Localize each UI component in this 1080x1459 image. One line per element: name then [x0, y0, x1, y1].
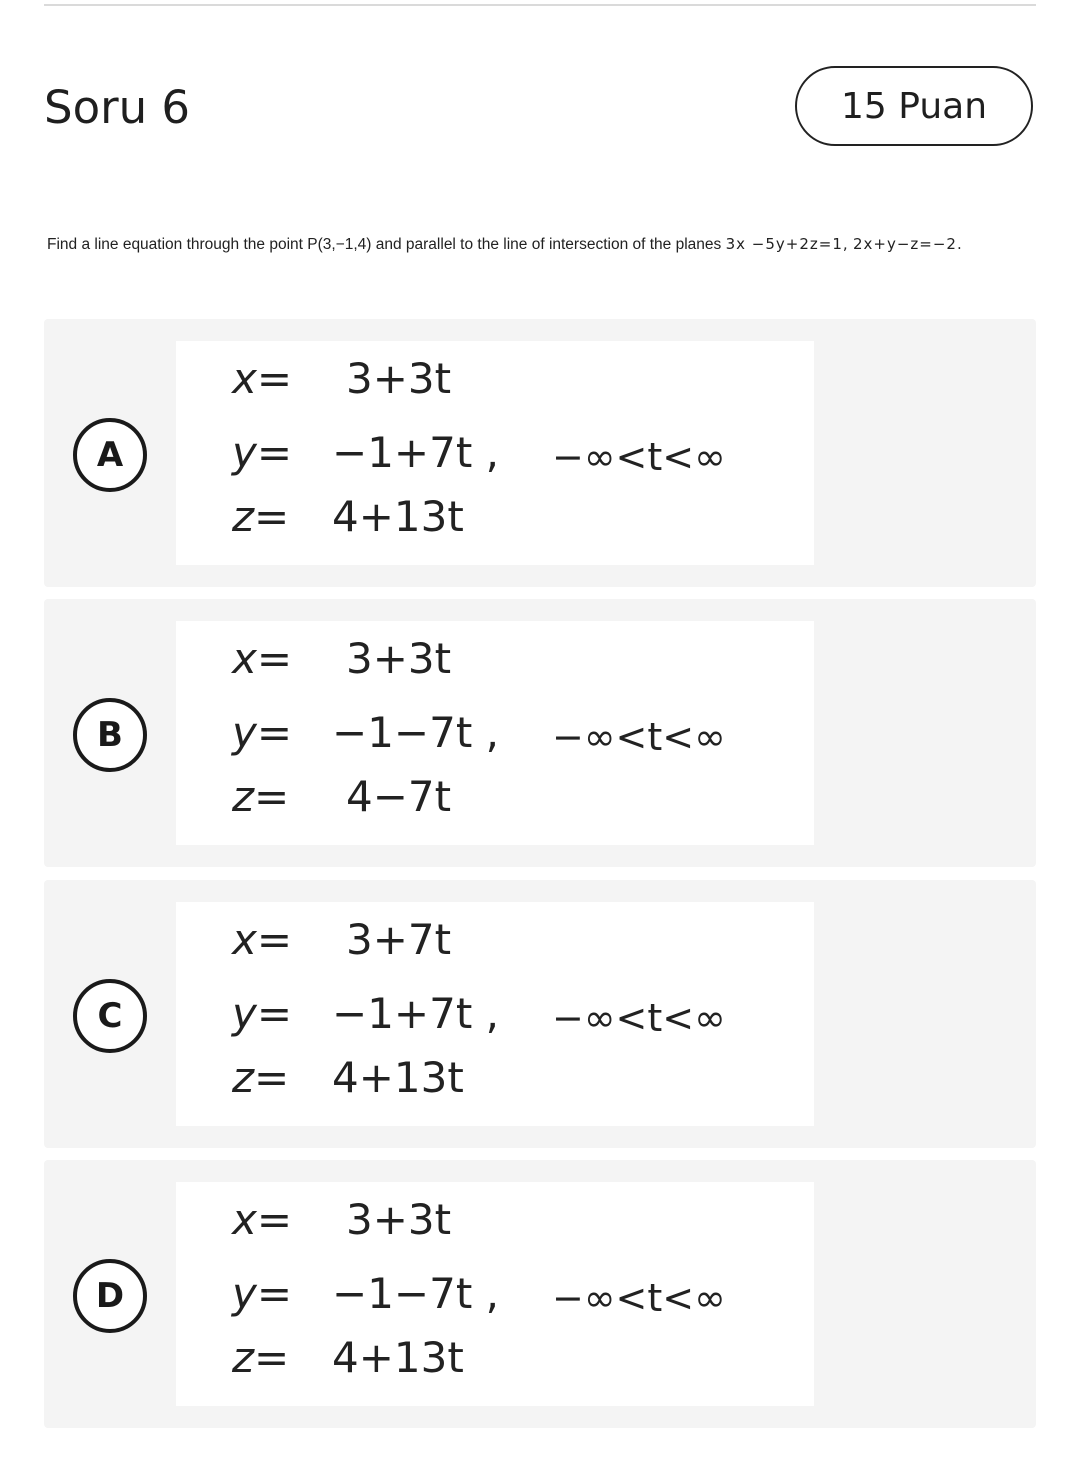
y-equation: [232, 703, 812, 763]
x-label: x=: [232, 634, 293, 683]
y-expression: −1+7t ,: [332, 428, 499, 477]
y-label: y=: [232, 708, 293, 757]
x-equation: [232, 349, 812, 409]
z-expression: 4+13t: [332, 1333, 464, 1382]
z-label: z=: [232, 1053, 290, 1102]
y-expression: −1−7t ,: [332, 708, 499, 757]
option-b[interactable]: [44, 599, 1036, 867]
z-expression: 4+13t: [332, 1053, 464, 1102]
option-a-equations: [176, 341, 814, 565]
y-equation: [232, 1264, 812, 1324]
z-label: z=: [232, 1333, 290, 1382]
y-label: y=: [232, 989, 293, 1038]
option-letter-d[interactable]: D: [73, 1259, 147, 1333]
option-c-equations: [176, 902, 814, 1126]
z-equation: [232, 487, 812, 547]
question-title: Soru 6: [44, 81, 191, 134]
option-d-equations: [176, 1182, 814, 1406]
x-expression: 3+3t: [346, 1195, 452, 1244]
top-divider: [44, 4, 1036, 6]
question-prompt: Find a line equation through the point P(3,−1,4) and parallel to the line of intersection of the planes: [47, 236, 722, 253]
x-expression: 3+3t: [346, 634, 452, 683]
y-expression: −1−7t ,: [332, 1269, 499, 1318]
option-letter-b[interactable]: B: [73, 698, 147, 772]
parameter-range: −∞<t<∞: [552, 996, 726, 1040]
option-c[interactable]: [44, 880, 1036, 1148]
option-d[interactable]: [44, 1160, 1036, 1428]
option-b-equations: [176, 621, 814, 845]
x-label: x=: [232, 354, 293, 403]
x-equation: [232, 629, 812, 689]
z-equation: [232, 1048, 812, 1108]
option-a[interactable]: [44, 319, 1036, 587]
y-label: y=: [232, 1269, 293, 1318]
parameter-range: −∞<t<∞: [552, 1276, 726, 1320]
x-equation: [232, 1190, 812, 1250]
question-text: [47, 231, 1057, 258]
x-expression: 3+3t: [346, 354, 452, 403]
y-equation: [232, 423, 812, 483]
y-equation: [232, 984, 812, 1044]
y-expression: −1+7t ,: [332, 989, 499, 1038]
plane-equation-1: 3x −5y+2z=1,: [725, 235, 849, 253]
z-equation: [232, 767, 812, 827]
y-label: y=: [232, 428, 293, 477]
z-label: z=: [232, 772, 290, 821]
x-equation: [232, 910, 812, 970]
parameter-range: −∞<t<∞: [552, 435, 726, 479]
parameter-range: −∞<t<∞: [552, 715, 726, 759]
plane-equation-2: 2x+y−z=−2.: [852, 235, 963, 253]
z-equation: [232, 1328, 812, 1388]
option-letter-c[interactable]: C: [73, 979, 147, 1053]
z-expression: 4+13t: [332, 492, 464, 541]
x-label: x=: [232, 1195, 293, 1244]
option-letter-a[interactable]: A: [73, 418, 147, 492]
points-badge: 15 Puan: [795, 66, 1033, 146]
z-expression: 4−7t: [346, 772, 452, 821]
x-expression: 3+7t: [346, 915, 452, 964]
x-label: x=: [232, 915, 293, 964]
z-label: z=: [232, 492, 290, 541]
